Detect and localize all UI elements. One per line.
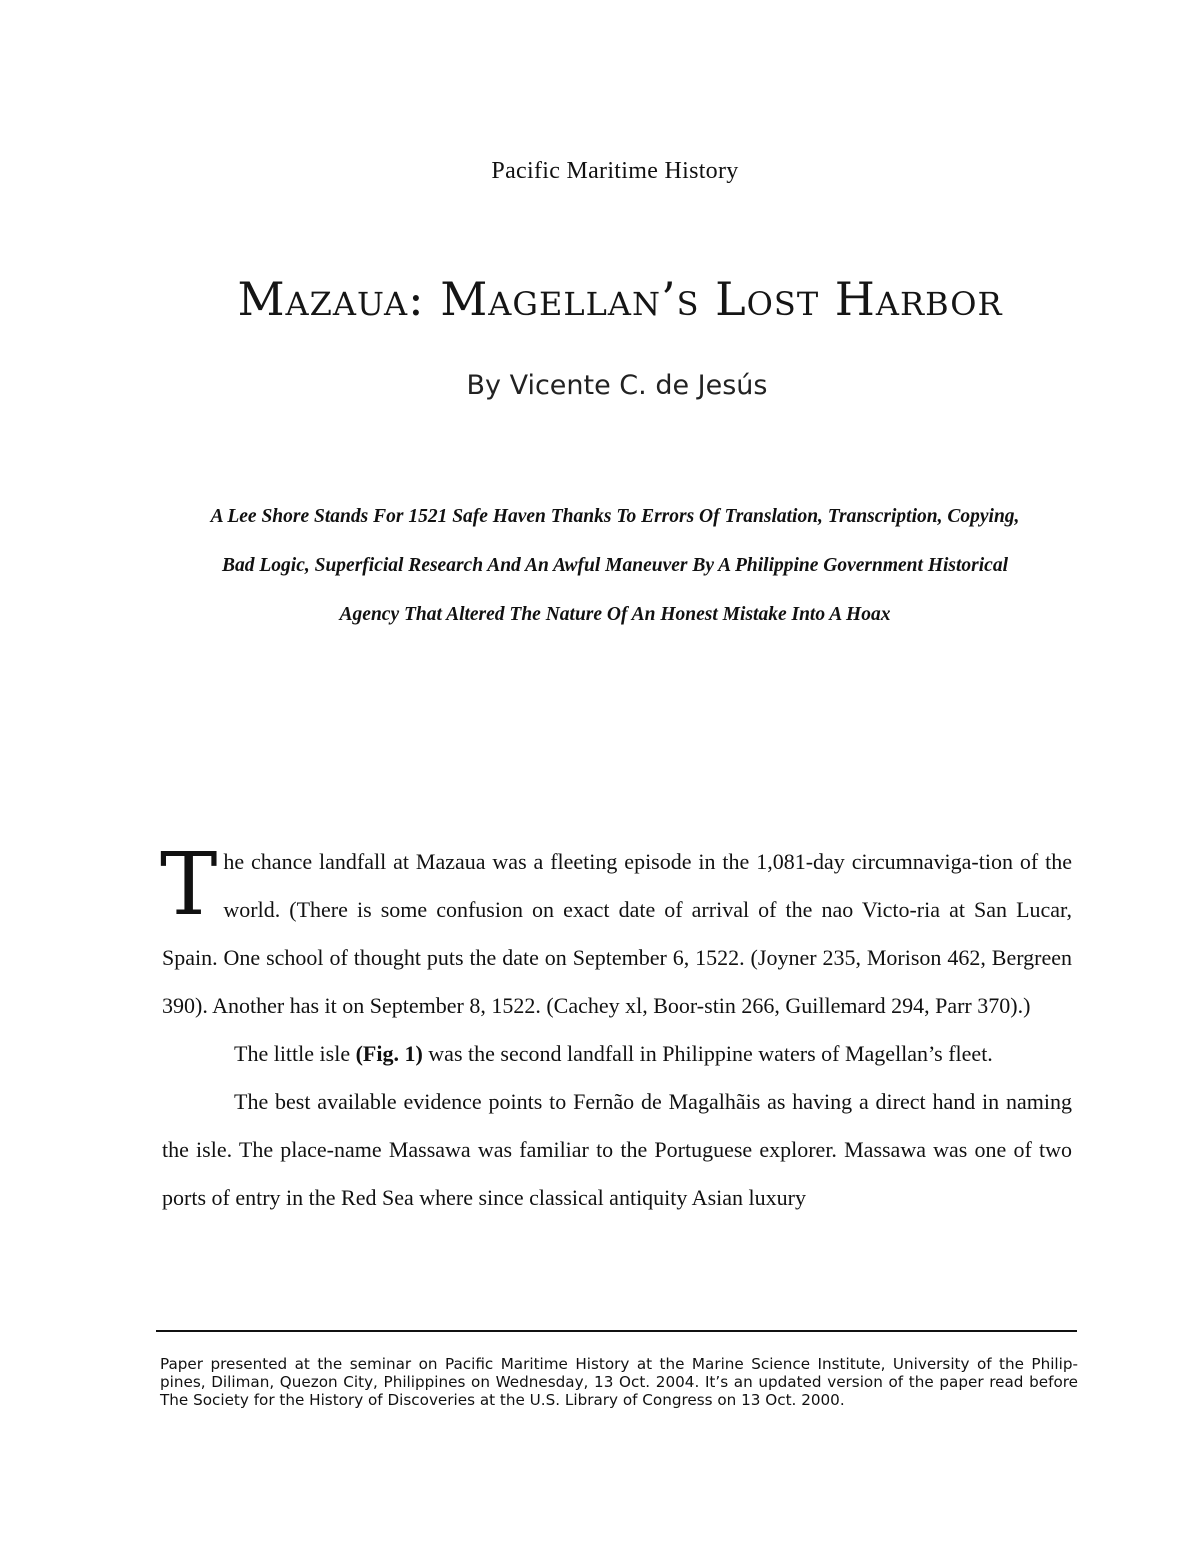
figure-reference: (Fig. 1) bbox=[355, 1041, 423, 1066]
article-subtitle bbox=[150, 492, 1080, 639]
article-body bbox=[160, 835, 1072, 1222]
article-title: Mazaua: Magellan’s Lost Harbor bbox=[237, 272, 1003, 326]
footnote-divider bbox=[156, 1330, 1077, 1332]
drop-cap: T bbox=[160, 835, 218, 935]
body-paragraph-1 bbox=[160, 835, 1072, 1030]
subtitle-line: Bad Logic, Superficial Research And An Awful Maneuver By A Philippine Government Historical bbox=[221, 555, 1008, 576]
paragraph-text: was the second landfall in Philippine waters of Magellan’s fleet. bbox=[422, 1041, 993, 1066]
subtitle-line: A Lee Shore Stands For 1521 Safe Haven Thanks To Errors Of Translation, Transcription, Copying, bbox=[210, 506, 1020, 527]
footnote: Paper presented at the seminar on Pacific Maritime History at the Marine Science Institute, University of the Philip-pines, Diliman, Quezon City, Philippines on Wednesday, 13 Oct. 2004. It’s an updated version of the paper read before The Society for the History of Discoveries at the U.S. Library of Congress on 13 Oct. 2000. bbox=[160, 1355, 1078, 1409]
body-paragraph-2 bbox=[162, 1030, 1072, 1078]
paragraph-text: he chance landfall at Mazaua was a fleeting episode in the 1,081-day circumnaviga-tion of the world. (There is some confusion on exact date of arrival of the nao Victo-ria at San Lucar, Spain. One school of thought puts the date on September 6, 1522. (Joyner 235, Morison 462, Bergreen 390). Another has it on September 8, 1522. (Cachey xl, Boor-stin 266, Guillemard 294, Parr 370).) bbox=[162, 849, 1072, 1018]
body-paragraph-3: The best available evidence points to Fernão de Magalhãis as having a direct hand in naming the isle. The place-name Massawa was familiar to the Portuguese explorer. Massawa was one of two ports of entry in the Red Sea where since classical antiquity Asian luxury bbox=[162, 1089, 1072, 1210]
article-byline: By Vicente C. de Jesús bbox=[466, 370, 768, 401]
section-kicker: Pacific Maritime History bbox=[491, 158, 739, 184]
paragraph-text: The little isle bbox=[234, 1041, 356, 1066]
subtitle-line: Agency That Altered The Nature Of An Honest Mistake Into A Hoax bbox=[339, 604, 891, 625]
